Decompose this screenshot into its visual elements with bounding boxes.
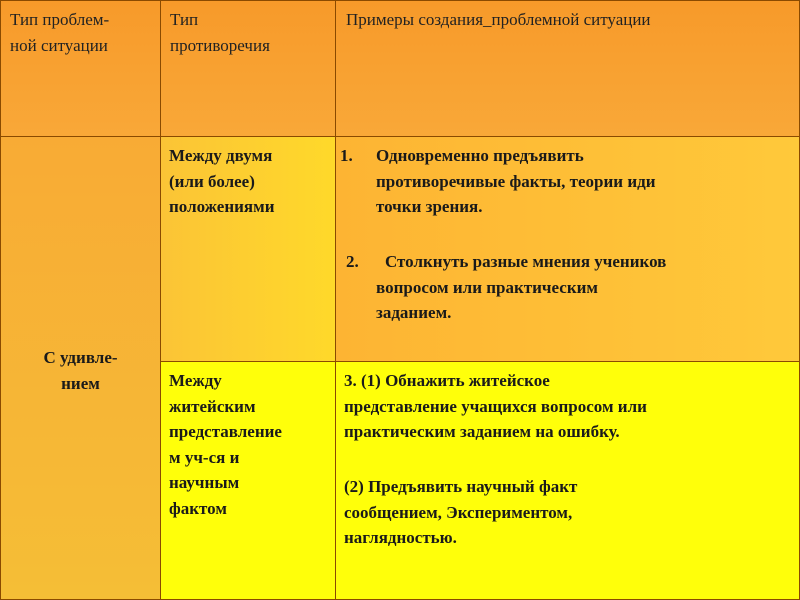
surprise-line2: нием	[61, 373, 100, 393]
between-positions-line2: (или более)	[169, 171, 255, 191]
header-cell-contradiction-type	[160, 0, 336, 137]
header-situation-type-line1: Тип проблем-	[10, 10, 110, 29]
item3-line3: практическим заданием на ошибку.	[344, 422, 620, 441]
item1-text	[376, 143, 656, 220]
header-contradiction-type-line1: Тип	[170, 10, 199, 29]
header-cell-examples	[335, 0, 800, 137]
header-cell-situation-type	[0, 0, 161, 137]
header-examples: Примеры создания_проблемной ситуации	[346, 10, 651, 29]
cell-examples-row1	[335, 136, 800, 362]
everyday-line3: представление	[169, 422, 282, 441]
item1-line3: точки зрения.	[376, 197, 483, 216]
item4-line1: (2) Предъявить научный факт	[344, 477, 578, 496]
header-contradiction-type-line2: противоречия	[170, 35, 270, 55]
item3-line2: представление учащихся вопросом или	[344, 396, 647, 416]
between-positions-line3: положениями	[169, 197, 275, 216]
everyday-line6: фактом	[169, 498, 227, 518]
item2-line1: Столкнуть разные мнения учеников	[385, 252, 667, 271]
header-situation-type-line2: ной ситуации	[10, 35, 108, 55]
item1-line2: противоречивые факты, теории иди	[376, 171, 656, 191]
between-positions-line1: Между двумя	[169, 146, 273, 165]
item2-line3: заданием.	[376, 303, 452, 322]
cell-everyday-vs-scientific	[160, 361, 336, 600]
cell-between-positions	[160, 136, 336, 362]
item1-line1: Одновременно предъявить	[376, 146, 584, 165]
item2-text	[376, 249, 666, 326]
item3-text	[344, 368, 647, 445]
item2-line2: вопросом или практическим	[376, 277, 598, 297]
everyday-line2: житейским	[169, 396, 256, 416]
item2-number: 2.	[346, 252, 359, 271]
item4-line3: наглядностью.	[344, 528, 457, 547]
surprise-line1: С удивле-	[43, 348, 118, 367]
everyday-line1: Между	[169, 371, 222, 390]
cell-examples-row2	[335, 361, 800, 600]
item4-text	[344, 474, 577, 551]
item4-line2: сообщением, Экспериментом,	[344, 502, 573, 522]
everyday-line4: м уч-ся и	[169, 447, 240, 467]
cell-surprise-situation	[0, 136, 161, 600]
item3-line1: 3. (1) Обнажить житейское	[344, 371, 550, 390]
item1-number: 1.	[340, 146, 353, 165]
everyday-line5: научным	[169, 473, 240, 492]
